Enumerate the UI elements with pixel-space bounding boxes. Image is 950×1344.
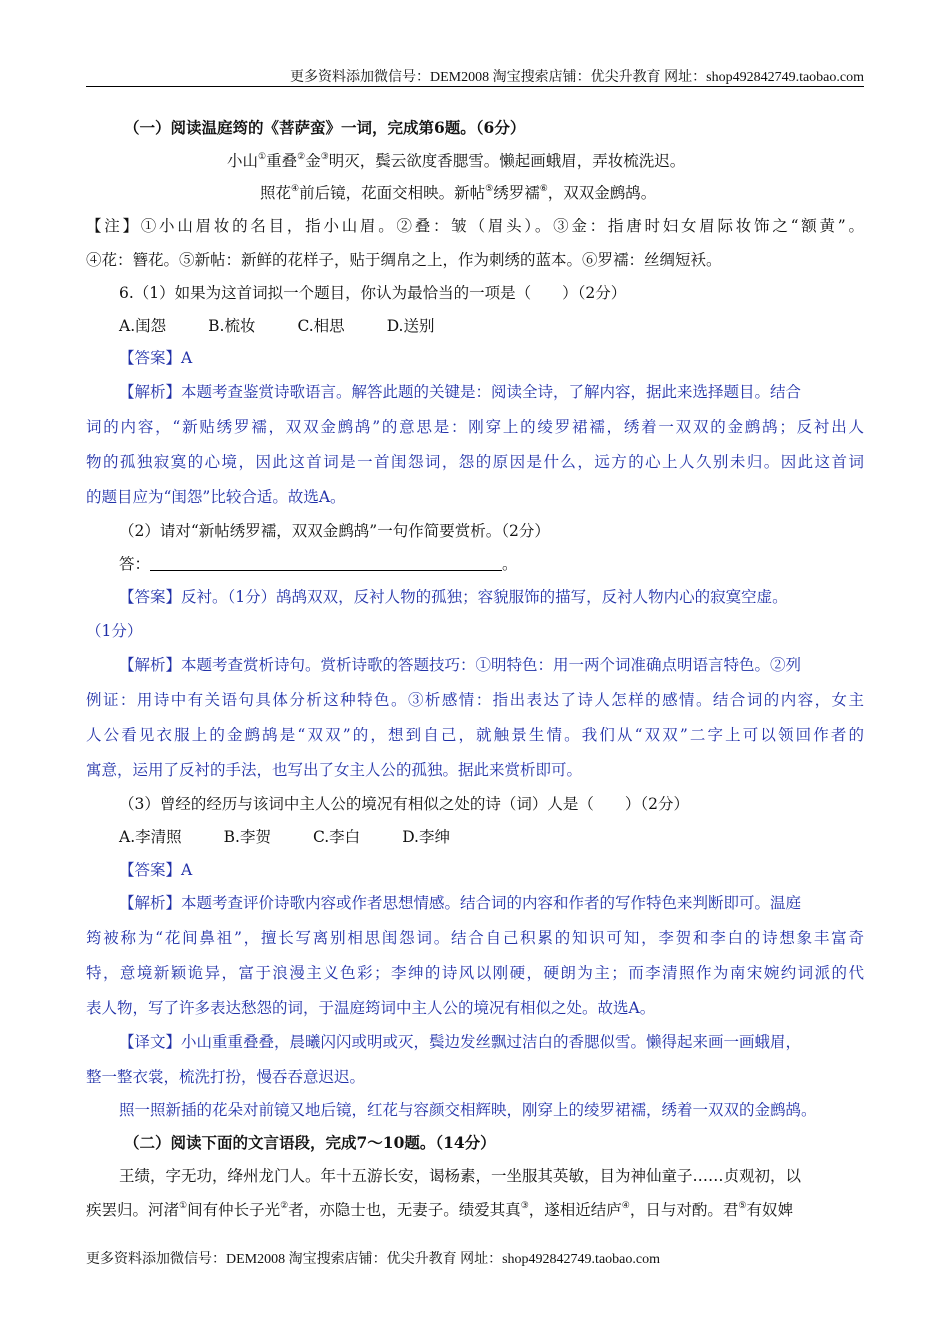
analysis-6-2-line: 【解析】本题考查赏析诗句。赏析诗歌的答题技巧：①明特色：用一两个词准确点明语言特色。②列 <box>119 656 802 674</box>
translation-line: 照一照新插的花朵对前镜又地后镜，红花与容颜交相辉映，刚穿上的绫罗裙襦，绣着一双双的金鹧鸪。 <box>119 1101 817 1119</box>
question-6-1-stem: 6.（1）如果为这首词拟一个题目，你认为最恰当的一项是（ ）（2分） <box>119 284 627 302</box>
analysis-6-3-line: 筠被称为“花间鼻祖”，擅长写离别相思闺怨词。结合自己积累的知识可知，李贺和李白的诗想象丰富奇 <box>86 929 864 947</box>
analysis-6-1-line: 【解析】本题考查鉴赏诗歌语言。解答此题的关键是：阅读全诗，了解内容，据此来选择题目。结合 <box>119 383 802 401</box>
option-d: D.李绅 <box>402 828 450 846</box>
annotation-line-1: 【注】①小山眉妆的名目，指小山眉。②叠：皱（眉头）。③金：指唐时妇女眉际妆饰之“额黄”。 <box>86 217 864 235</box>
analysis-6-2-line: 例证：用诗中有关语句具体分析这种特色。③析感情：指出表达了诗人怎样的感情。结合词的内容，女主 <box>86 691 864 709</box>
option-a: A.李清照 <box>119 828 182 846</box>
poem-line-2: 照花④前后镜，花面交相映。新帖⑤绣罗襦⑥，双双金鹧鸪。 <box>260 184 657 202</box>
translation-line: 整一整衣裳，梳洗打扮，慢吞吞意迟迟。 <box>86 1068 366 1086</box>
question-6-3-stem: （3）曾经的经历与该词中主人公的境况有相似之处的诗（词）人是（ ）（2分） <box>119 795 689 813</box>
translation-line: 【译文】小山重重叠叠，晨曦闪闪或明或灭，鬓边发丝飘过洁白的香腮似雪。懒得起来画一画蛾眉， <box>119 1033 802 1051</box>
passage-line-1: 王绩，字无功，绛州龙门人。年十五游长安，谒杨素，一坐服其英敏，目为神仙童子……贞观初，以 <box>119 1167 802 1185</box>
question-6-1-options <box>119 316 477 336</box>
answer-6-2: 【答案】反衬。（1分）鸪鸪双双，反衬人物的孤独；容貌服饰的描写，反衬人物内心的寂寞空虚。 <box>119 588 788 606</box>
analysis-6-3-line: 特，意境新颖诡异，富于浪漫主义色彩；李绅的诗风以刚硬，硬朗为主；而李清照作为南宋婉约词派的代 <box>86 964 864 982</box>
poem-line-1: 小山①重叠②金③明灭，鬓云欲度香腮雪。懒起画蛾眉，弄妆梳洗迟。 <box>227 152 686 170</box>
option-c: C.李白 <box>312 828 361 846</box>
analysis-6-2-line: 寓意，运用了反衬的手法，也写出了女主人公的孤独。据此来赏析即可。 <box>86 761 583 779</box>
annotation-line-2: ④花：簪花。⑤新帖：新鲜的花样子，贴于绸帛之上，作为刺绣的蓝本。⑥罗襦：丝绸短袄。 <box>86 251 722 269</box>
section-1-title: （一）阅读温庭筠的《菩萨蛮》一词，完成第6题。（6分） <box>124 118 526 137</box>
header-rule <box>86 86 864 87</box>
question-6-3-options <box>119 827 492 847</box>
answer-6-2-score: （1分） <box>86 622 143 640</box>
analysis-6-1-line: 的题目应为“闺怨”比较合适。故选A。 <box>86 488 346 506</box>
page-header: 更多资料添加微信号：DEM2008 淘宝搜索店铺：优尖升教育 网址：shop492842749.taobao.com <box>290 70 864 85</box>
option-b: B.梳妆 <box>208 317 256 335</box>
option-c: C.相思 <box>297 317 345 335</box>
passage-line-2: 疾罢归。河渚①间有仲长子光②者，亦隐士也，无妻子。绩爱其真③，遂相近结庐④，日与对酌。君⑤有奴婢 <box>86 1201 793 1219</box>
option-d: D.送别 <box>386 317 435 335</box>
option-b: B.李贺 <box>223 828 271 846</box>
answer-blank-line: 答： 。 <box>119 555 518 573</box>
analysis-6-1-line: 词的内容，“新贴绣罗襦，双双金鹧鸪”的意思是：刚穿上的绫罗裙襦，绣着一双双的金鹧鸪；反衬出人 <box>86 418 864 436</box>
answer-blank[interactable] <box>150 556 502 571</box>
analysis-6-3-line: 表人物，写了许多表达愁怨的词，于温庭筠词中主人公的境况有相似之处。故选A。 <box>86 999 656 1017</box>
question-6-2-stem: （2）请对“新帖绣罗襦，双双金鹧鸪”一句作简要赏析。（2分） <box>119 522 550 540</box>
analysis-6-2-line: 人公看见衣服上的金鹧鸪是“双双”的，想到自己，就触景生情。我们从“双双”二字上可以领回作者的 <box>86 726 864 744</box>
option-a: A.闺怨 <box>119 317 167 335</box>
answer-6-1: 【答案】A <box>119 349 193 367</box>
analysis-6-3-line: 【解析】本题考查评价诗歌内容或作者思想情感。结合词的内容和作者的写作特色来判断即可。温庭 <box>119 894 802 912</box>
section-2-title: （二）阅读下面的文言语段，完成7～10题。（14分） <box>124 1133 496 1152</box>
analysis-6-1-line: 物的孤独寂寞的心境，因此这首词是一首闺怨词，怨的原因是什么，远方的心上人久别未归。因此这首词 <box>86 453 864 471</box>
page-footer: 更多资料添加微信号：DEM2008 淘宝搜索店铺：优尖升教育 网址：shop492842749.taobao.com <box>86 1252 660 1267</box>
answer-6-3: 【答案】A <box>119 861 193 879</box>
